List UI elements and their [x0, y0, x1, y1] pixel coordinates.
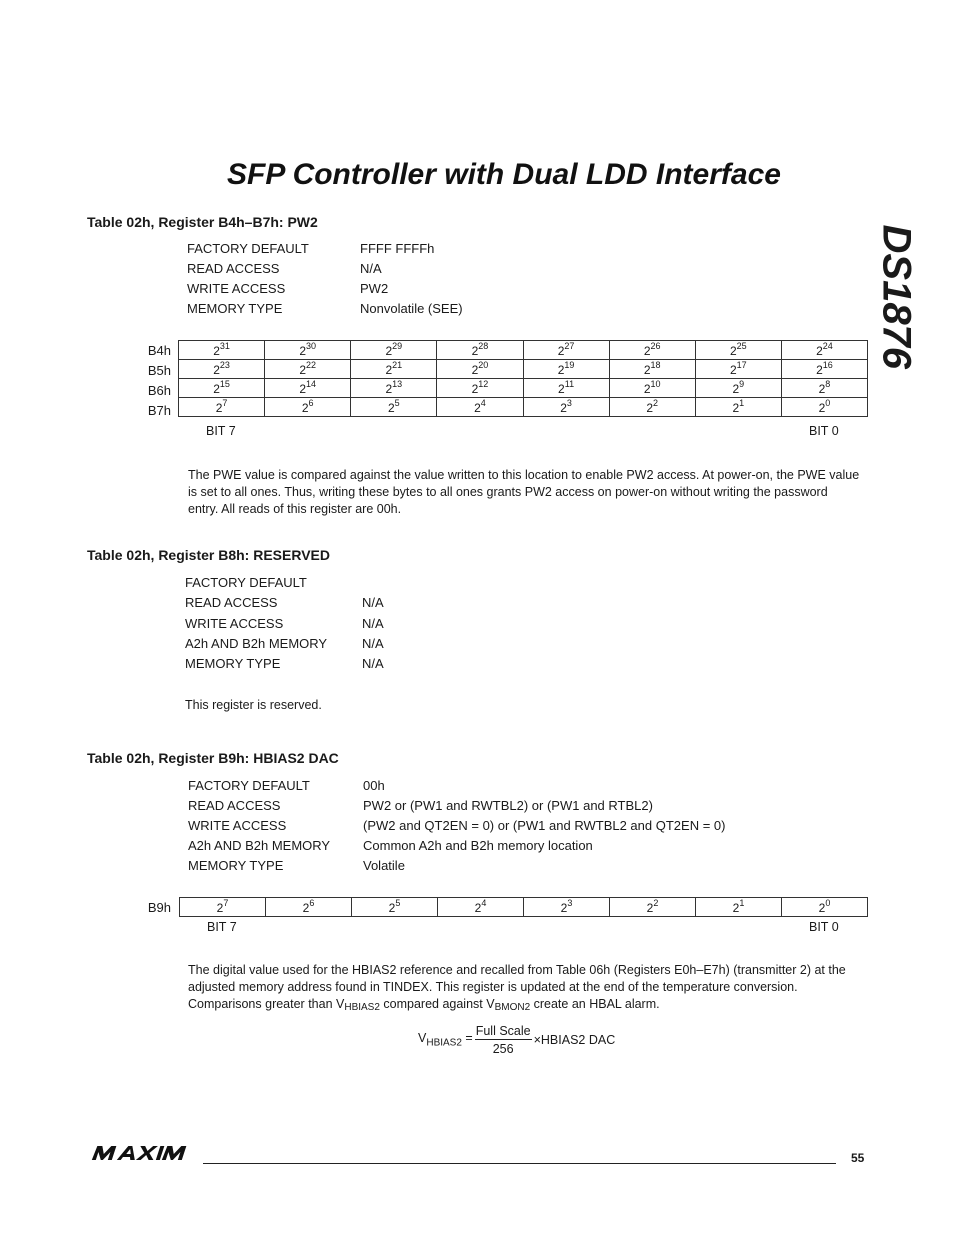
bit-cell: $2^3$ [523, 398, 609, 417]
bit-cell: $2^{11}$ [523, 379, 609, 398]
bit-cell: $2^0$ [781, 398, 867, 417]
register-row [179, 398, 868, 417]
property-value: N/A [360, 261, 382, 276]
property-key: READ ACCESS [187, 261, 280, 276]
bit-cell: $2^{16}$ [781, 360, 867, 379]
bit-cell: $2^8$ [781, 379, 867, 398]
bit-cell: $2^{18}$ [609, 360, 695, 379]
bit-cell: $2^{17}$ [695, 360, 781, 379]
bit0-label: BIT 0 [809, 920, 839, 934]
bit-cell: $2^1$ [695, 398, 781, 417]
bit-cell: $2^5$ [352, 898, 438, 917]
property-key: WRITE ACCESS [188, 818, 287, 833]
property-value: 00h [363, 778, 385, 793]
pw2-bit-table [178, 340, 868, 417]
part-number-side-label [868, 212, 928, 372]
section-title-pw2: Table 02h, Register B4h–B7h: PW2 [87, 214, 318, 230]
bit-cell: $2^{15}$ [179, 379, 265, 398]
bit-cell: $2^7$ [179, 398, 265, 417]
bit-cell: $2^2$ [610, 898, 696, 917]
hbias2-formula [418, 1024, 615, 1056]
property-key: READ ACCESS [188, 798, 281, 813]
register-label: B4h [147, 343, 171, 358]
bit-cell: $2^{31}$ [179, 341, 265, 360]
bit-cell: $2^4$ [438, 898, 524, 917]
property-value: PW2 [360, 281, 389, 296]
section-title-reserved: Table 02h, Register B8h: RESERVED [87, 547, 330, 563]
formula-tail: ×HBIAS2 DAC [533, 1033, 616, 1047]
reserved-description: This register is reserved. [185, 698, 322, 712]
bit7-label: BIT 7 [206, 424, 236, 438]
bit-cell: $2^{27}$ [523, 341, 609, 360]
property-value: PW2 or (PW1 and RWTBL2) or (PW1 and RTBL2) [363, 798, 653, 813]
bit-cell: $2^6$ [265, 398, 351, 417]
property-key: MEMORY TYPE [188, 858, 284, 873]
formula-denominator: 256 [492, 1042, 514, 1056]
bit-cell: $2^{10}$ [609, 379, 695, 398]
property-value: FFFF FFFFh [360, 241, 435, 256]
property-value: (PW2 and QT2EN = 0) or (PW1 and RWTBL2 and QT2EN = 0) [363, 818, 726, 833]
bit-cell: $2^{22}$ [265, 360, 351, 379]
property-value: Common A2h and B2h memory location [363, 838, 593, 853]
bit-cell: $2^{25}$ [695, 341, 781, 360]
document-title: SFP Controller with Dual LDD Interface [227, 158, 781, 191]
bit-cell: $2^{14}$ [265, 379, 351, 398]
pw2-description: The PWE value is compared against the value written to this location to enable PW2 access. At power-on, the PWE value is set to all ones. Thus, writing these bytes to all ones grants PW2 access on power-on without writing the password entry. All reads of this register are 00h. [188, 468, 860, 516]
property-key: MEMORY TYPE [185, 656, 281, 672]
formula-layout: $V_{HBIAS2}$ = Full Scale 256 ×HBIAS2 DAC [418, 1024, 616, 1056]
register-row [179, 379, 868, 398]
bit0-label: BIT 0 [809, 424, 839, 438]
page-number: 55 [851, 1151, 865, 1165]
formula-numerator: Full Scale [475, 1024, 531, 1038]
bit-cell: $2^{28}$ [437, 341, 523, 360]
bit-cell: $2^5$ [351, 398, 437, 417]
maxim-logo-icon [90, 1144, 202, 1164]
bit7-label: BIT 7 [207, 920, 237, 934]
bit-cell: $2^3$ [524, 898, 610, 917]
bit-cell: $2^{21}$ [351, 360, 437, 379]
property-value: N/A [362, 656, 384, 672]
register-label-b9h: B9h [147, 900, 171, 915]
property-value: Nonvolatile (SEE) [360, 301, 463, 316]
register-row [179, 360, 868, 379]
bit-cell: $2^{13}$ [351, 379, 437, 398]
property-key: READ ACCESS [185, 595, 278, 611]
property-key: FACTORY DEFAULT [188, 778, 310, 793]
property-key: A2h AND B2h MEMORY [185, 635, 328, 651]
property-key: FACTORY DEFAULT [187, 241, 309, 256]
property-value: N/A [362, 635, 384, 651]
bit-cell: $2^{26}$ [609, 341, 695, 360]
property-key: FACTORY DEFAULT [185, 575, 307, 590]
hbias2-description: The digital value used for the HBIAS2 reference and recalled from Table 06h (Registers E0h–E7h) (transmitter 2) at the adjusted memory address found in TINDEX. This register is updated at the end of the temperature conversion. Comparisons greater than $V_{HBIAS2}$ compared against $V_{BMON2}$ create an HBAL alarm. [188, 963, 846, 1013]
bit-cell: $2^{20}$ [437, 360, 523, 379]
property-key: A2h AND B2h MEMORY [188, 838, 331, 853]
part-number-text: DS1876 [874, 224, 919, 370]
property-value: Volatile [363, 858, 405, 873]
property-key: WRITE ACCESS [187, 281, 286, 296]
bit-cell: $2^{30}$ [265, 341, 351, 360]
section-title-hbias2: Table 02h, Register B9h: HBIAS2 DAC [87, 750, 339, 766]
register-row [180, 898, 868, 917]
bit-cell: $2^1$ [696, 898, 782, 917]
bit-cell: $2^2$ [609, 398, 695, 417]
bit-cell: $2^7$ [180, 898, 266, 917]
bit-cell: $2^{24}$ [781, 341, 867, 360]
footer-rule [203, 1163, 836, 1164]
bit-cell: $2^6$ [266, 898, 352, 917]
bit-cell: $2^{12}$ [437, 379, 523, 398]
property-value: N/A [362, 615, 384, 631]
register-label: B5h [147, 363, 171, 378]
register-label: B7h [147, 403, 171, 418]
maxim-logo [90, 1144, 202, 1169]
property-value: N/A [362, 595, 384, 611]
bit-cell: $2^{19}$ [523, 360, 609, 379]
property-key: MEMORY TYPE [187, 301, 283, 316]
bit-cell: $2^4$ [437, 398, 523, 417]
register-row [179, 341, 868, 360]
hbias2-bit-table [179, 897, 868, 917]
register-label: B6h [147, 383, 171, 398]
property-key: WRITE ACCESS [185, 615, 284, 631]
bit-cell: $2^9$ [695, 379, 781, 398]
bit-cell: $2^{23}$ [179, 360, 265, 379]
bit-cell: $2^{29}$ [351, 341, 437, 360]
bit-cell: $2^0$ [782, 898, 868, 917]
